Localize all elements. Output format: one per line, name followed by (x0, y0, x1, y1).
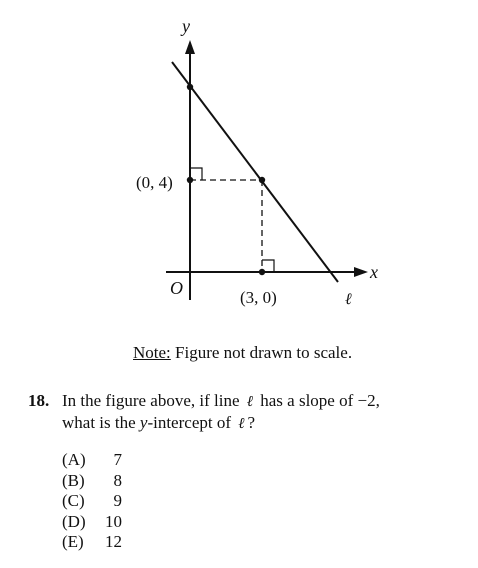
origin-label: O (170, 278, 183, 298)
line-symbol-2: ℓ (238, 414, 245, 432)
question-text-part2: has a slope of (260, 391, 354, 410)
question-text-part4: -intercept of (147, 413, 231, 432)
choice-value: 9 (113, 491, 122, 510)
choice-e[interactable] (62, 532, 182, 553)
choice-c[interactable] (62, 491, 182, 512)
slope-value: −2, (357, 391, 380, 410)
point-3-0 (259, 269, 265, 275)
choice-label: (D) (62, 511, 86, 531)
point-on-line (259, 177, 265, 183)
point-a-label: (0, 4) (136, 173, 173, 192)
question-text-part3: what is the (62, 413, 136, 432)
line-l-label: ℓ (345, 289, 352, 308)
choice-d[interactable] (62, 512, 182, 533)
note-text: Figure not drawn to scale. (175, 343, 353, 362)
choice-value: 8 (113, 470, 122, 490)
figure-note (133, 343, 352, 363)
point-0-4 (187, 177, 193, 183)
x-axis-label: x (370, 262, 378, 282)
choice-label: (E) (62, 532, 84, 551)
choice-label: (C) (62, 491, 85, 510)
choice-b[interactable] (62, 471, 182, 492)
choice-value: 12 (105, 532, 122, 551)
y-axis-arrow (185, 40, 195, 54)
question-number: 18. (28, 391, 50, 410)
question-text-part1: In the figure above, if line (62, 391, 240, 410)
y-variable: y (139, 413, 148, 432)
choice-label: (B) (62, 470, 85, 490)
line-symbol: ℓ (246, 392, 253, 410)
point-b-label: (3, 0) (240, 288, 277, 307)
question-text (62, 390, 462, 434)
x-axis-arrow (354, 267, 368, 277)
question-mark: ? (247, 413, 256, 432)
choice-label: (A) (62, 450, 86, 469)
point-y-intercept (187, 84, 193, 90)
choice-value: 7 (113, 450, 122, 469)
note-label: Note: (133, 343, 171, 362)
line-l (172, 62, 338, 282)
answer-choices (62, 450, 182, 553)
y-axis-label: y (182, 16, 190, 36)
choice-a[interactable] (62, 450, 182, 471)
choice-value: 10 (105, 511, 122, 531)
